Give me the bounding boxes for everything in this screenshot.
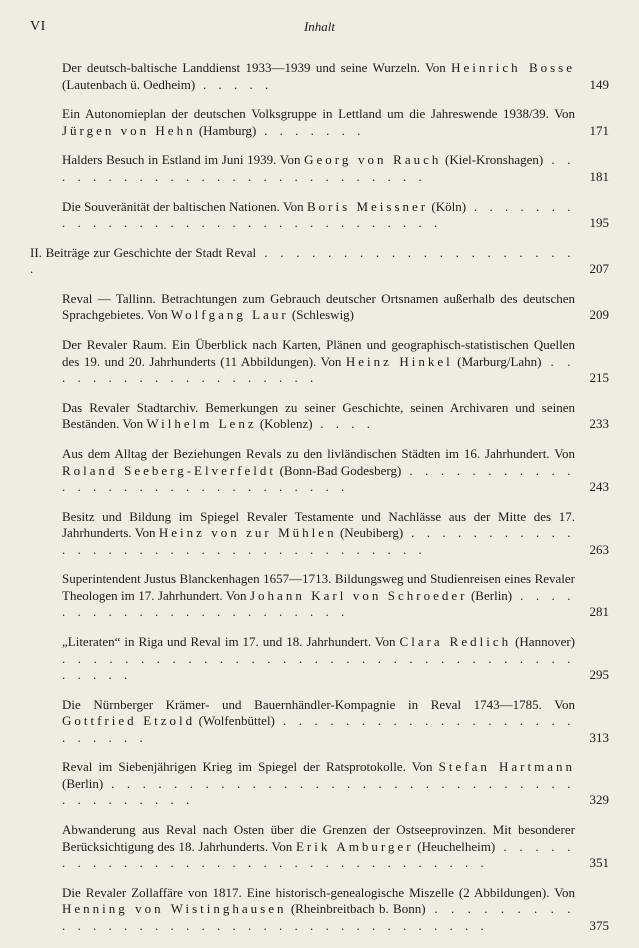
toc-entry: [62, 759, 609, 809]
toc-text: (Wolfenbüttel): [195, 713, 275, 729]
toc-leader-dots: . . . . . . . . . . . . . . . . . . . . .: [30, 244, 576, 277]
toc-text: (Marburg/Lahn): [452, 353, 542, 369]
toc-page-number: 351: [589, 855, 609, 871]
toc-text: Das Revaler Stadtarchiv. Bemerkungen zu seiner Geschichte, seinen Archivaren und seinen Beständen. Von: [62, 399, 575, 432]
toc-section-heading: [30, 245, 609, 278]
toc-text: Reval im Siebenjährigen Krieg im Spiegel der Ratsprotokolle. Von: [62, 759, 439, 775]
toc-author: Boris Meissner: [306, 198, 429, 214]
toc-text: (Berlin): [467, 587, 513, 603]
toc-text: Die Revaler Zollaffäre von 1817. Eine historisch-genealogische Miszelle (2 Abbildungen). Von: [62, 884, 575, 900]
toc-page-number: 329: [589, 792, 609, 808]
toc-text: (Kiel-Kronshagen): [441, 152, 544, 168]
toc-text: Ein Autonomieplan der deutschen Volksgruppe in Lettland um die Jahreswende 1938/39. Von: [62, 106, 575, 122]
toc-author: Roland Seeberg-Elverfeldt: [62, 462, 277, 478]
toc-entry: [62, 199, 609, 232]
toc-text: (Köln): [428, 198, 467, 214]
toc-page-number: 209: [589, 307, 609, 323]
toc-text: Aus dem Alltag der Beziehungen Revals zu den livländischen Städten im 16. Jahrhundert. Von: [62, 446, 575, 461]
toc-text: „Literaten“ in Riga und Reval im 17. und 18. Jahrhundert. Von: [62, 634, 400, 650]
toc-leader-dots: . . . . . . . . . . . . . . . . . . . . . . . . . . . . . .: [62, 462, 575, 494]
toc-author: Erik Amburger: [295, 838, 414, 854]
toc-text: (Schleswig): [288, 307, 355, 323]
toc-text: Reval — Tallinn. Betrachtungen zum Gebrauch deutscher Ortsnamen außerhalb des deutschen Sprachgebietes. Von: [62, 290, 575, 323]
toc-entry: [62, 446, 609, 496]
toc-leader-dots: . . . . . . .: [256, 122, 365, 138]
toc-page-number: 375: [589, 917, 609, 933]
toc-author: Stefan Hartmann: [438, 759, 575, 775]
toc-author: Wilhelm Lenz: [146, 416, 257, 432]
toc-page-number: 195: [589, 215, 609, 231]
toc-text: Die Nürnberger Krämer- und Bauernhändler-Kompagnie in Reval 1743—1785. Von: [62, 696, 575, 712]
toc-page-number: 313: [589, 729, 609, 745]
toc-author: Henning von Wistinghausen: [62, 901, 287, 917]
toc-leader-dots: . . . . .: [195, 76, 273, 92]
toc-author: Heinz Hinkel: [345, 353, 453, 369]
toc-leader-dots: . . . . . . . . . . . . . . . . . . . . . . . . . . . . . . . . .: [62, 838, 575, 871]
running-head: [0, 19, 639, 37]
page-number: VI: [30, 19, 46, 34]
toc-page-number: 215: [589, 370, 609, 386]
toc-author: Jürgen von Hehn: [62, 122, 196, 138]
toc-leader-dots: . . . . . . . . . . . . . . . . . . . . . . . . .: [62, 713, 575, 745]
toc-leader-dots: . . . . . . . . . . . . . . . . . . . . . . . . . . . . . . . . . . . . . . .: [62, 775, 575, 808]
toc-page-number: 233: [589, 416, 609, 432]
toc-text: Der deutsch-baltische Landdienst 1933—1939 und seine Wurzeln. Von: [62, 60, 452, 75]
running-title: Inhalt: [303, 19, 336, 34]
toc-text: Superintendent Justus Blanckenhagen 1657—1713. Bildungsweg und Studienreisen eines Revaler Theologen im 17. Jahrhundert. Von: [62, 571, 575, 603]
toc-text: II. Beiträge zur Geschichte der Stadt Reval: [30, 244, 257, 260]
toc-leader-dots: . . . . . . . . . . . . . . . . . . . . . . . . . . . . . . . . . . .: [62, 525, 576, 557]
toc-leader-dots: . . . . . . . . . . . . . . . . . . .: [62, 353, 576, 386]
toc-author: Georg von Rauch: [304, 152, 442, 168]
toc-page-number: 295: [589, 667, 609, 683]
toc-author: Wolfgang Laur: [170, 307, 289, 323]
toc-text: (Hamburg): [195, 122, 257, 138]
toc-entry: [62, 571, 609, 621]
toc-entry: [62, 152, 609, 185]
toc-leader-dots: . . . . . . . . . . . . . . . . . . . . . . . . . .: [62, 152, 576, 184]
toc-entry: [62, 60, 609, 93]
toc-leader-dots: . . . .: [312, 416, 375, 432]
toc-text: (Berlin): [62, 775, 104, 791]
toc-text: Halders Besuch in Estland im Juni 1939. Von: [62, 152, 305, 168]
toc-entry: [62, 400, 609, 433]
toc-entry: [62, 885, 609, 935]
toc-text: Der Revaler Raum. Ein Überblick nach Karten, Plänen und geographisch-statistischen Quellen des 19. und 20. Jahrhunderts (11 Abbildungen). Von: [62, 337, 575, 369]
toc-page-number: 171: [589, 122, 609, 138]
toc-page-number: 181: [589, 168, 609, 184]
toc-entry: [62, 509, 609, 559]
toc-author: Clara Redlich: [399, 634, 512, 650]
toc-text: (Neubiberg): [336, 525, 404, 541]
toc-text: (Heuchelheim): [413, 838, 496, 854]
toc-author: Gottfried Etzold: [62, 713, 196, 729]
toc-page-number: 263: [589, 541, 609, 557]
toc-entry: [62, 291, 609, 324]
toc-entry: [62, 634, 609, 684]
toc-leader-dots: . . . . . . . . . . . . . . . . . . . . . . . . . . . . . . . .: [62, 198, 575, 231]
toc-text: Besitz und Bildung im Spiegel Revaler Testamente und Nachlässe aus der Mitte des 17. Jahrhunderts. Von: [62, 508, 575, 541]
toc-page-number: 149: [589, 76, 609, 92]
toc-leader-dots: . . . . . . . . . . . . . . . . . . . . . . .: [62, 587, 575, 620]
toc-author: Johann Karl von Schroeder: [249, 587, 468, 603]
toc-entry: [62, 106, 609, 139]
toc-entry: [62, 337, 609, 387]
toc-text: Die Souveränität der baltischen Nationen. Von: [62, 198, 307, 214]
toc-text: Abwanderung aus Reval nach Osten über die Grenzen der Ostseeprovinzen. Mit besonderer Berücksichtigung des 18. Jahrhunderts. Von: [62, 822, 575, 854]
toc-text: (Rheinbreitbach b. Bonn): [286, 901, 426, 917]
toc-entry: [62, 697, 609, 747]
toc-text: (Bonn-Bad Godesberg): [276, 462, 402, 478]
toc-entry: [62, 822, 609, 872]
toc-leader-dots: . . . . . . . . . . . . . . . . . . . . . . . . . . . . . . . . . . . . . .: [62, 650, 575, 683]
table-of-contents: [0, 60, 639, 948]
toc-author: Heinz von zur Mühlen: [158, 525, 337, 541]
toc-text: (Koblenz): [256, 416, 313, 432]
toc-leader-dots: . . . . . . . . . . . . . . . . . . . . . . . . . . . . . . . . . . . . .: [62, 901, 576, 933]
toc-text: (Hannover): [511, 634, 576, 650]
toc-author: Heinrich Bosse: [451, 60, 576, 75]
toc-page-number: 243: [589, 479, 609, 494]
toc-page-number: 207: [589, 261, 609, 277]
toc-page-number: 281: [589, 604, 609, 620]
toc-text: (Lautenbach ü. Oedheim): [62, 76, 196, 92]
